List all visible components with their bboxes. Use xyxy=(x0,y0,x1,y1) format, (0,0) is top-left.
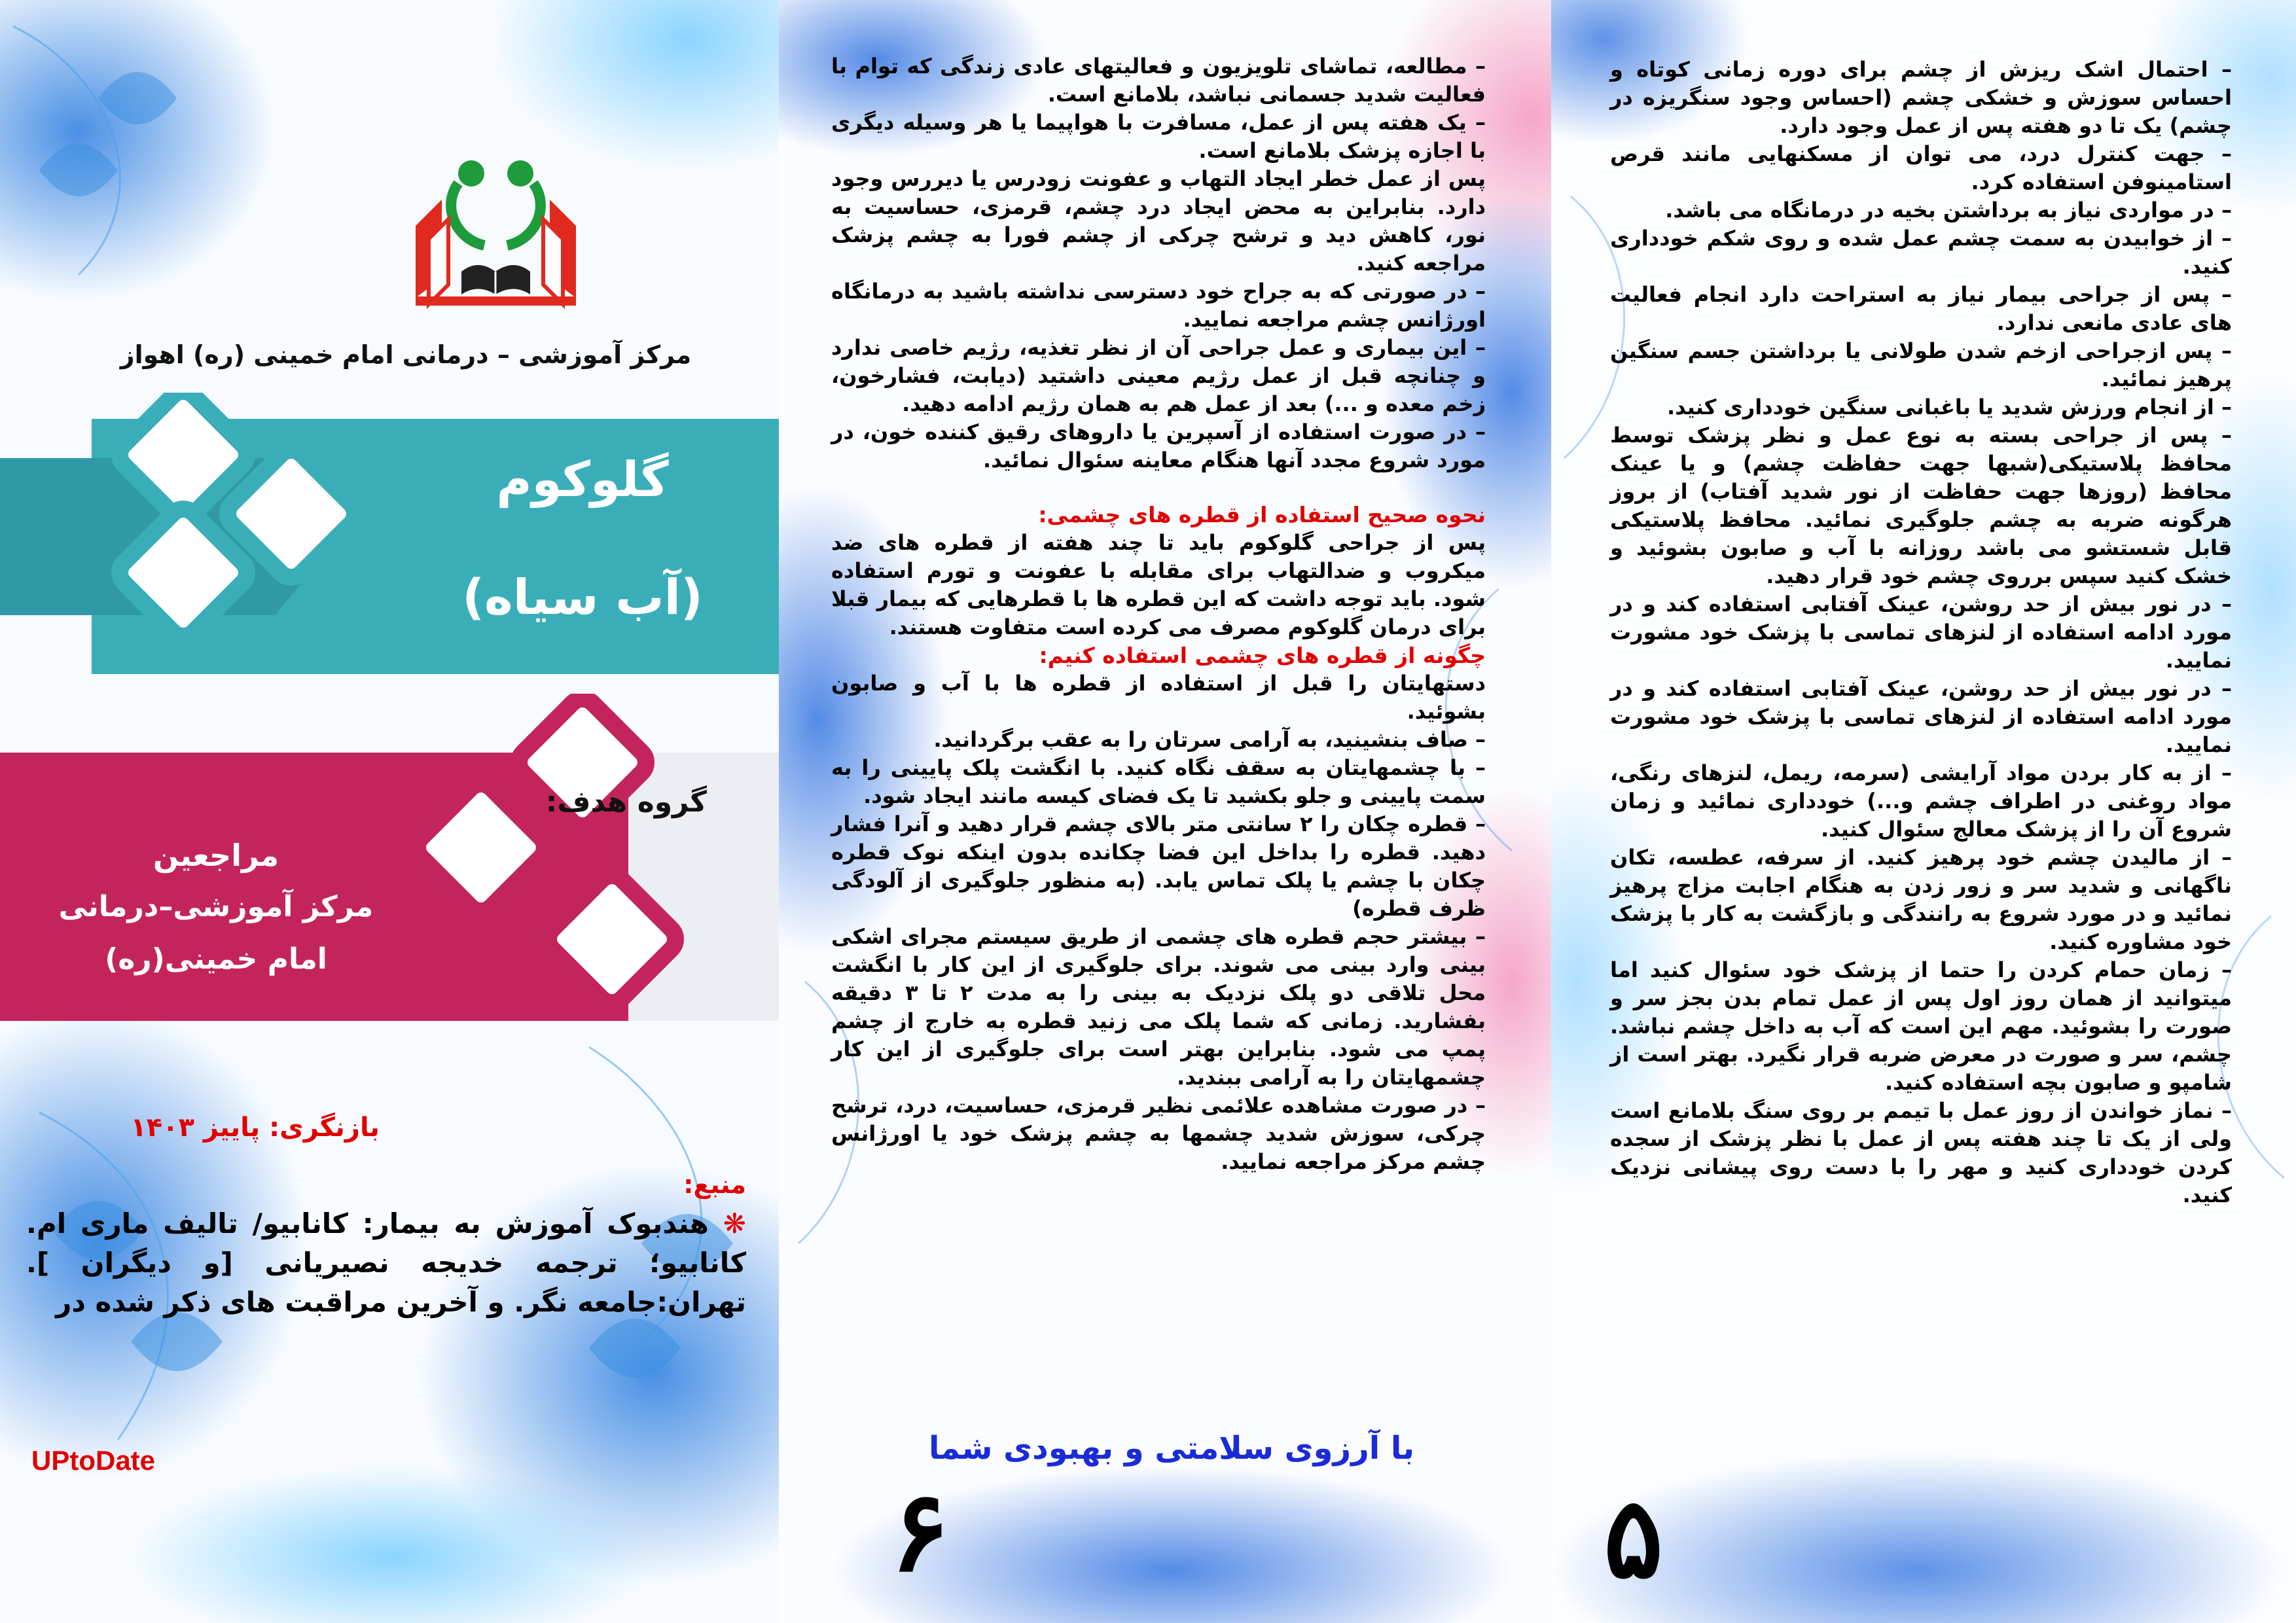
target-group-line2: مرکز آموزشی–درمانی xyxy=(58,890,374,923)
paragraph: – از انجام ورزش شدید یا باغبانی سنگین خودداری کنید. xyxy=(1667,395,2232,419)
source-text: هندبوک آموزش به بیمار: کانابیو/ تالیف ماری ام. کانابیو؛ ترجمه خدیجه نصیریانی [و دیگران ]. تهران:جامعه نگر. و آخرین مراقبت های ذکر شده در xyxy=(26,1207,746,1318)
page-number: ۵ xyxy=(1604,1472,1664,1603)
paragraph: – پس از جراحی بیمار نیاز به استراحت دارد انجام فعالیت های عادی مانعی ندارد. xyxy=(1610,282,2232,335)
hospital-logo xyxy=(403,147,589,311)
title-subtitle: (آب سیاه) xyxy=(462,569,703,626)
page-5-text xyxy=(1610,56,2232,1209)
step: – با چشمهایتان به سقف نگاه کنید. با انگشت پلک پایینی را به سمت پایینی و جلو بکشید تا یک فضای کیسه مانند ایجاد شود. xyxy=(831,755,1486,808)
star-icon: ❋ xyxy=(723,1207,746,1240)
step: – بیشتر حجم قطره های چشمی از طریق سیستم مجرای اشکی بینی وارد بینی می شوند. برای جلوگیری از این کار با انگشت محل تلاقی دو پلک نزدیک به بینی را به مدت ۲ تا ۳ دقیقه بفشارید. زمانی که شما پلک می زنید قطره به خارج از چشم پمپ می شود. بنابراین بهتر است برای جلوگیری از این کار چشمهایتان را به آرامی ببندید. xyxy=(831,924,1486,1090)
page-5-panel xyxy=(1551,0,2296,1623)
page-number: ۶ xyxy=(890,1466,950,1597)
paragraph: – از به کار بردن مواد آرایشی (سرمه، ریمل، لنزهای رنگی، مواد روغنی در اطراف چشم و...) خودداری نمائید و زمان شروع آن را از پزشک معالج سئوال کنید. xyxy=(1610,760,2232,842)
paragraph: – زمان حمام کردن را حتما از پزشک خود سئوال کنید اما میتوانید از همان روز اول پس از عمل تمام بدن بجز سر و صورت را بشوئید. مهم این است که آب به داخل چشم نباشد. چشم، سر و صورت در معرض ضربه قرار نگیرد. بهتر است از شامپو و صابون بچه استفاده کنید. xyxy=(1610,957,2232,1095)
paragraph: پس از عمل خطر ایجاد التهاب و عفونت زودرس یا دیررس وجود دارد. بنابراین به محض ایجاد درد چشم، قرمزی، حساسیت به نور، کاهش دید و ترشح چرکی از چشم فورا به چشم پزشک مراجعه کنید. xyxy=(831,166,1486,276)
title-glaucoma: گلوکوم xyxy=(496,452,669,508)
paragraph: – در مواردی نیاز به برداشتن بخیه در درمانگاه می باشد. xyxy=(1665,198,2232,223)
step: – در صورت مشاهده علائمی نظیر قرمزی، حساسیت، درد، ترشح چرکی، سوزش شدید چشمها به چشم پزشک خود یا اورژانس چشم مرکز مراجعه نمایید. xyxy=(831,1093,1486,1174)
crimson-frame-shapes xyxy=(393,694,779,1060)
paragraph: – از خوابیدن به سمت چشم عمل شده و روی شکم خودداری کنید. xyxy=(1610,226,2232,279)
paragraph: – در صورت استفاده از آسپرین یا داروهای رقیق کننده خون، در مورد شروع مجدد آنها هنگام معاینه سئوال نمائید. xyxy=(831,419,1486,473)
source-uptodate: UPtoDate xyxy=(31,1445,156,1476)
paragraph: پس از جراحی گلوکوم باید تا چند هفته از قطره های ضد میکروب و ضدالتهاب برای مقابله با عفونت و تورم استفاده شود. باید توجه داشت که این قطره ها با قطرهایی که بیمار قبلا برای درمان گلوکوم مصرف می کرده است متفاوت هستند. xyxy=(831,530,1486,639)
target-group-line1: مراجعین xyxy=(152,838,279,873)
center-name: مرکز آموزشی – درمانی امام خمینی (ره) اهواز xyxy=(120,340,692,369)
paragraph: – نماز خواندن از روز عمل با تیمم بر روی سنگ بلامانع است ولی از یک تا چند هفته پس از عمل با نظر پزشک از سجده کردن خودداری کنید و مهر را با دست روی پیشانی نزدیک کنید. xyxy=(1610,1098,2232,1207)
paragraph: – مطالعه، تماشای تلویزیون و فعالیتهای عادی زندگی که توام با فعالیت شدید جسمانی نباشد، بلامانع است. xyxy=(831,54,1486,107)
source-label: منبع: xyxy=(683,1170,746,1199)
paragraph: – احتمال اشک ریزش از چشم برای دوره زمانی کوتاه و احساس سوزش و خشکی چشم (احساس وجود سنگریزه در چشم) یک تا دو هفته پس از عمل وجود دارد. xyxy=(1610,57,2232,138)
section-heading: نحوه صحیح استفاده از قطره های چشمی: xyxy=(1038,502,1486,527)
step: – صاف بنشینید، به آرامی سرتان را به عقب برگردانید. xyxy=(933,727,1486,752)
paragraph: – یک هفته پس از عمل، مسافرت با هواپیما یا هر وسیله دیگری با اجازه پزشک بلامانع است. xyxy=(831,110,1486,163)
source-block xyxy=(26,1165,746,1322)
target-group-line3: امام خمینی(ره) xyxy=(105,942,327,976)
section-heading: چگونه از قطره های چشمی استفاده کنیم: xyxy=(1039,643,1486,668)
paragraph: – در نور بیش از حد روشن، عینک آفتابی استفاده کند و در مورد ادامه استفاده از لنزهای تماسی با پزشک خود مشورت نمایید. xyxy=(1610,592,2232,673)
paragraph: – در نور بیش از حد روشن، عینک آفتابی استفاده کند و در مورد ادامه استفاده از لنزهای تماسی با پزشک خود مشورت نمایید. xyxy=(1610,676,2232,757)
paragraph: – پس از جراحی بسته به نوع عمل و نظر پزشک توسط محافظ پلاستیکی(شبها جهت حفاظت چشم) و یا عینک محافظ (روزها جهت حفاظت از نور شدید آفتاب) از بروز هرگونه ضربه به چشم جلوگیری نمائید. محافظ پلاستیکی قابل شستشو می باشد روزانه با آب و صابون بشوئید و خشک کنید سپس برروی چشم خود قرار دهید. xyxy=(1610,423,2232,588)
closing-wish: با آرزوی سلامتی و بهبودی شما xyxy=(929,1430,1414,1467)
step: – قطره چکان را ۲ سانتی متر بالای چشم قرار دهید و آنرا فشار دهید. قطره را بداخل این فضا چکانده بدون اینکه نوک قطره چکان با چشم یا پلک تماس یابد. (به منظور جلوگیری از آلودگی ظرف قطره) xyxy=(831,812,1486,921)
paragraph: – در صورتی که به جراح خود دسترسی نداشته باشید به درمانگاه اورژانس چشم مراجعه نمایید. xyxy=(831,279,1486,332)
step: دستهایتان را قبل از استفاده از قطره ها با آب و صابون بشوئید. xyxy=(831,671,1486,724)
paragraph: – از مالیدن چشم خود پرهیز کنید. از سرفه، عطسه، تکان ناگهانی و شدید سر و زور زدن به هنگام اجابت مزاج پرهیز نمائید و در مورد شروع به رانندگی و بازگشت به کار با پزشک خود مشاوره کنید. xyxy=(1610,845,2232,954)
paragraph: – جهت کنترل درد، می توان از مسکنهایی مانند قرص استامینوفن استفاده کرد. xyxy=(1610,141,2232,194)
page-6-panel xyxy=(779,0,1551,1623)
target-group-label: گروه هدف: xyxy=(545,785,707,819)
revision-date: بازنگری: پاییز ۱۴۰۳ xyxy=(130,1113,380,1143)
paragraph: – پس ازجراحی ازخم شدن طولانی یا برداشتن جسم سنگین پرهیز نمائید. xyxy=(1610,338,2232,391)
page-6-text xyxy=(831,52,1486,1176)
front-cover-panel xyxy=(0,0,779,1623)
paragraph: – این بیماری و عمل جراحی آن از نظر تغذیه، رژیم خاصی ندارد و چنانچه قبل از عمل رژیم معینی داشتید (دیابت، فشارخون، زخم معده و ...) بعد از عمل هم به همان رژیم ادامه دهید. xyxy=(831,335,1486,416)
teal-frame-shapes xyxy=(72,393,412,681)
